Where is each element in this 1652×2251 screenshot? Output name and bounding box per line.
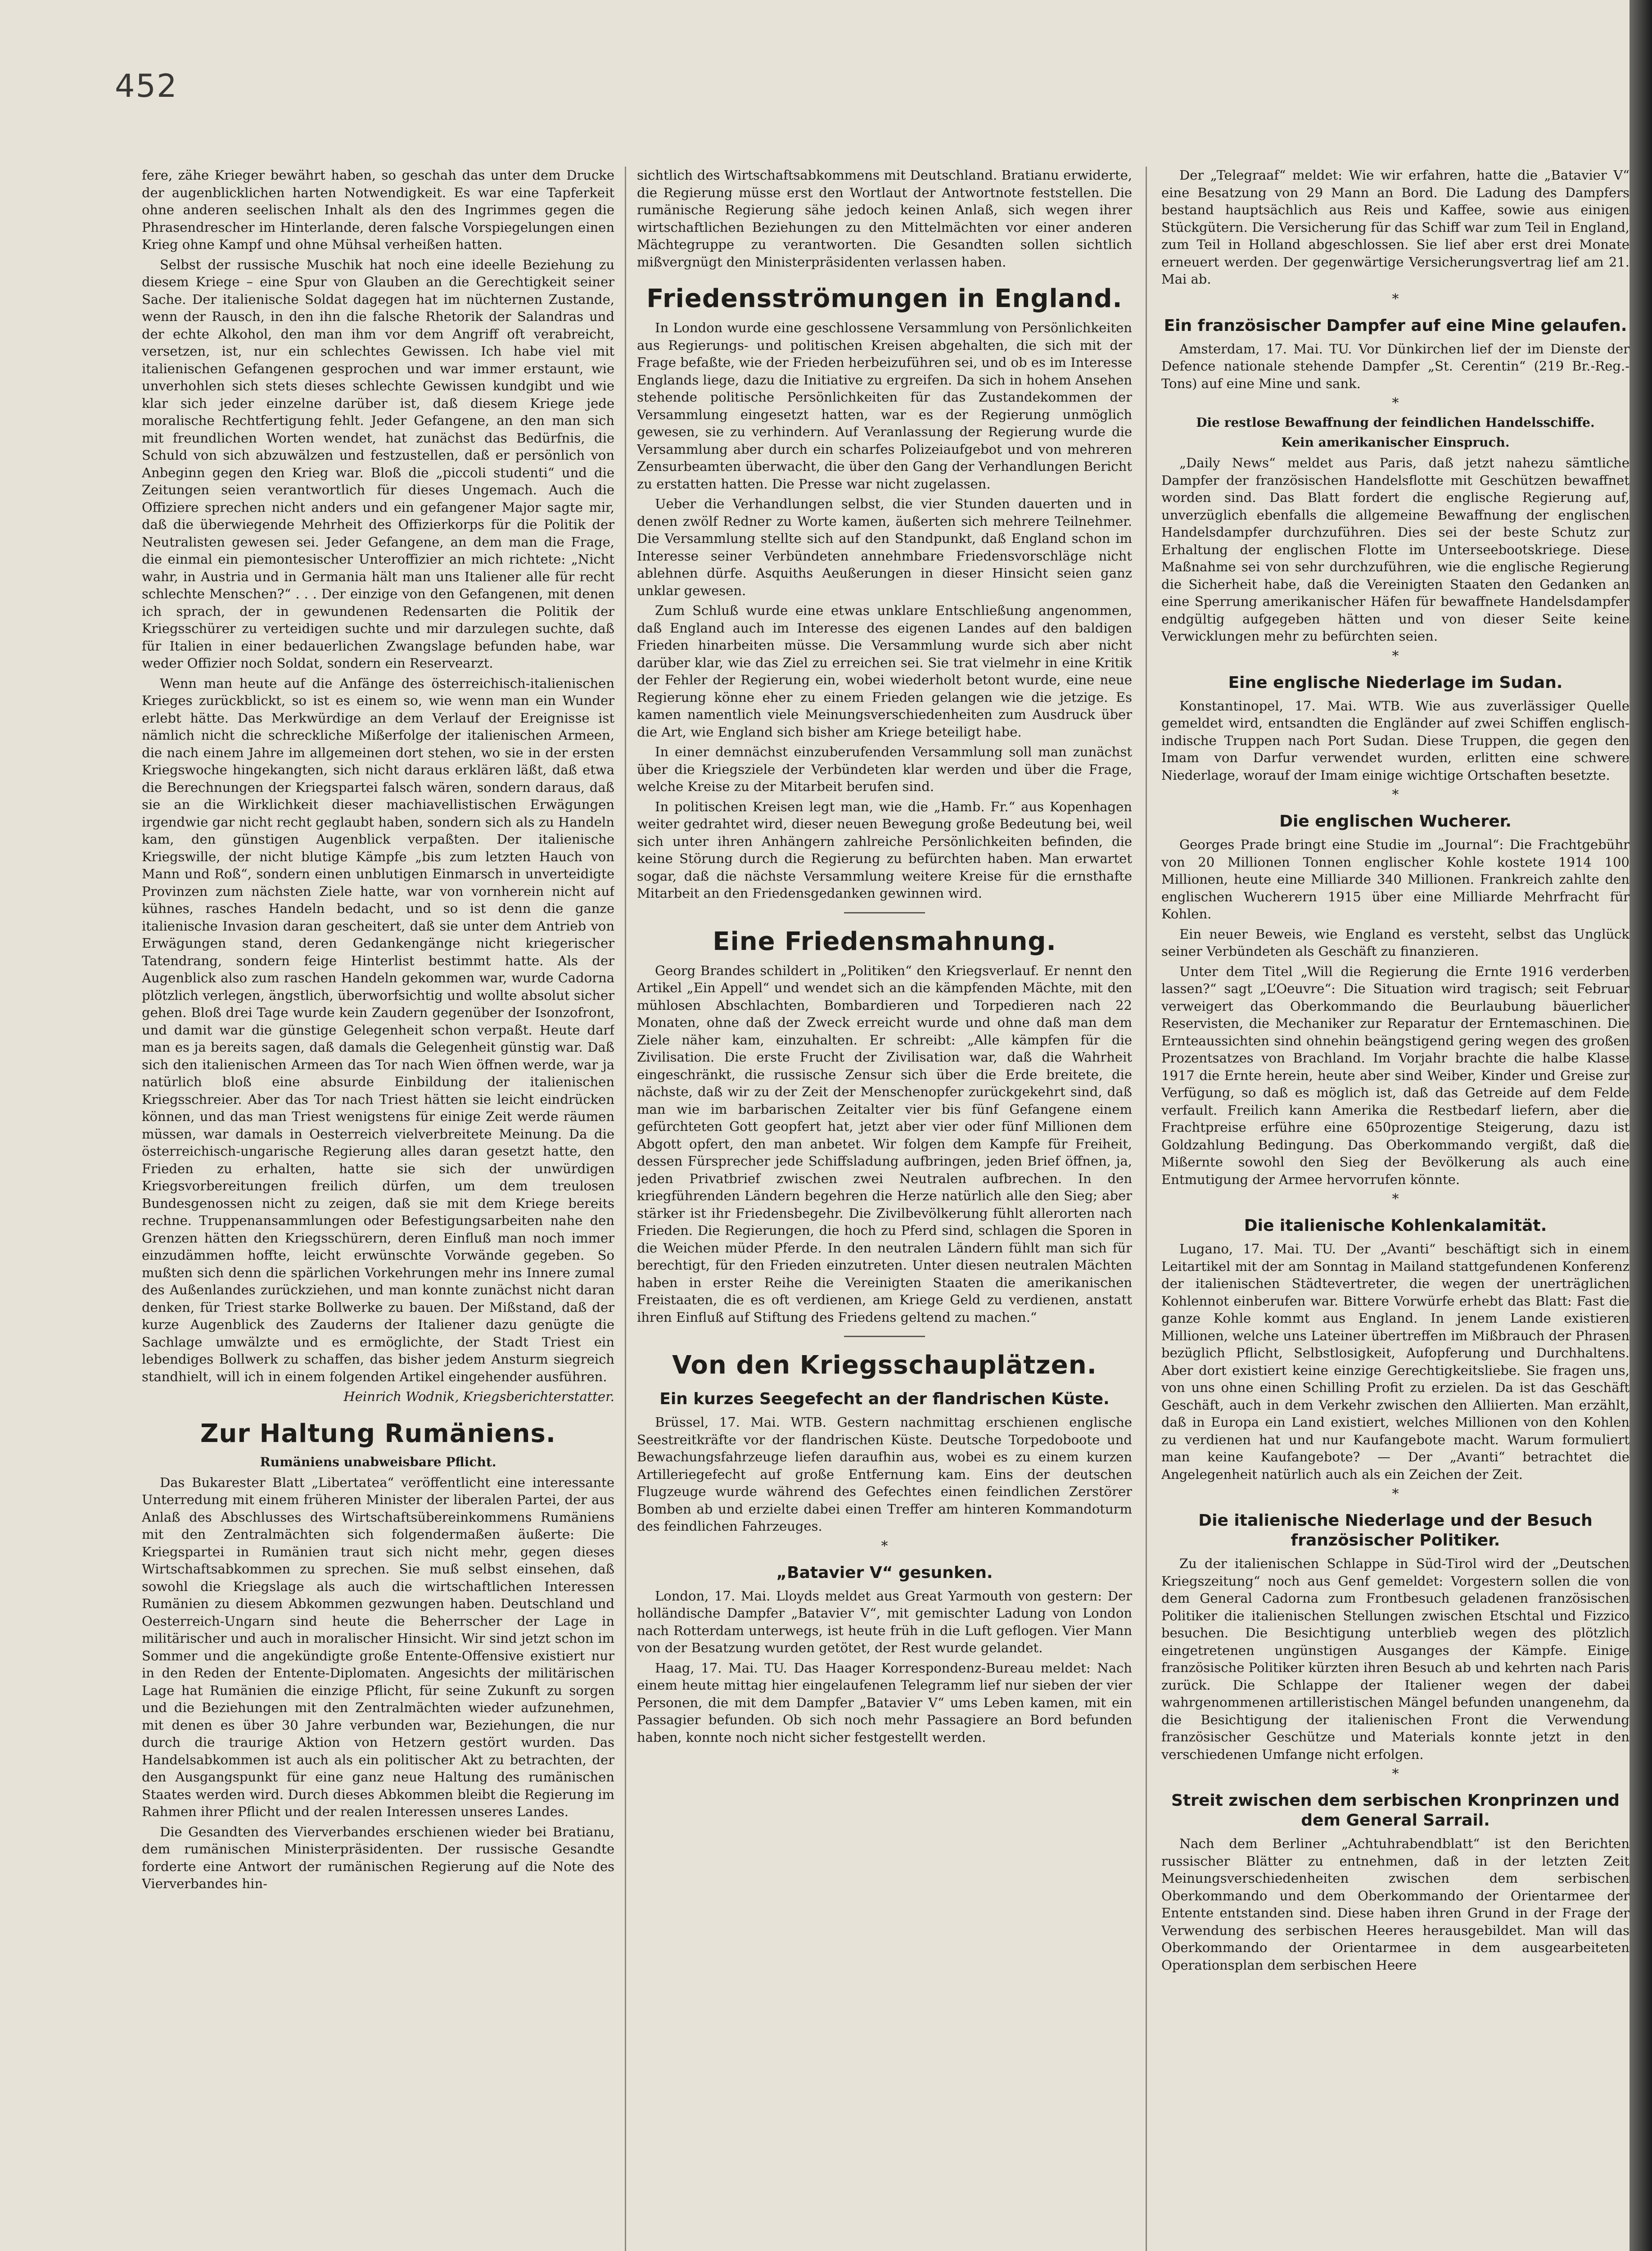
star-separator: * — [1392, 648, 1399, 664]
article-paragraph: fere, zähe Krieger bewährt haben, so geschah das unter dem Drucke der augenblicklichen harten Notwendigkeit. Es war eine Tapferkeit ohne anderen seelischen Inhalt als den des Ingrimmes gegen die Phrasendrescher im Hinterlande, deren falsche Vorspiegelungen einen Krieg ohne Kampf und ohne Mühsal verheißen hatten. — [142, 167, 614, 252]
article-paragraph: Selbst der russische Muschik hat noch eine ideelle Beziehung zu diesem Kriege – eine Spur von Glauben an die Gerechtigkeit seiner Sache. Der italienische Soldat dagegen hat im nüchternen Zustande, wenn der Rausch, in den ihn die falsche Rhetorik der Salandras und der echte Alkohol, den man ihm vor dem Angriff oft verabreicht, versetzen, ist, nur ein schlechtes Gewissen. Ich habe viel mit italienischen Gefangenen gesprochen und war immer erstaunt, wie unverhohlen sich stets dieses schlechte Gewissen kundgibt und wie klar sich jeder einzelne darüber ist, daß diesem Kriege jede moralische Rechtfertigung fehlt. Jeder Gefangene, an den man sich mit freundlichen Worten wendet, hat zunächst das Bedürfnis, die Schuld von sich abzuwälzen und festzustellen, daß er persönlich von Anbeginn gegen den Krieg war. Bloß die „piccoli studenti“ und die Zeitungen seien verantwortlich für dieses Ungemach. Auch die Offiziere sprechen nicht anders und ein gefangener Major sagte mir, daß die überwiegende Mehrheit des Offizierkorps für die Politik der Neutralisten gewesen sei. Jeder Gefangene, an dem man die Frage, die einmal ein piemontesischer Unteroffizier an mich richtete: „Nicht wahr, in Austria und in Germania hält man uns Italiener alle für recht schlechte Menschen?“ . . . Der einzige von den Gefangenen, mit denen ich sprach, der in gewundenen Redensarten die Politik der Kriegsschürer zu verteidigen suchte und mir darzulegen suchte, daß für Italien in einer bedauerlichen Zwangslage befunden habe, war weder Offizier noch Soldat, sondern ein Reservearzt. — [142, 257, 614, 671]
headline: Eine englische Niederlage im Sudan. — [1228, 673, 1563, 692]
article-paragraph: Zu der italienischen Schlappe in Süd-Tirol wird der „Deutschen Kriegszeitung“ noch aus Genf gemeldet: Vorgestern sollen die von dem General Cadorna zum Frontbesuch geladenen französischen Politiker die italienischen Stellungen zwischen Etschtal und Fizzico besuchen. Die Besichtigung unterblieb wegen des plötzlich eingetretenen ungünstigen Ausganges der Kämpfe. Einige französische Politiker kürzten ihren Besuch ab und kehrten nach Paris zurück. Die Schlappe der Italiener wegen der dabei wahrgenommenen artilleristischen Mängel befunden unangenehm, da die Besichtigung der italienischen Front die Verwendung französischer Geschütze und Materials konnte jetzt in den verschiedenen Umfange nicht erfolgen. — [1161, 1556, 1629, 1762]
headline: Die restlose Bewaffnung der feindlichen Handelsschiffe. — [1196, 415, 1595, 430]
page-number: 452 — [115, 68, 178, 104]
article-paragraph: Amsterdam, 17. Mai. TU. Vor Dünkirchen lief der im Dienste der Defence nationale stehende Dampfer „St. Cerentin“ (219 Br.-Reg.-Tons) auf eine Mine und sank. — [1161, 341, 1629, 391]
column-rule — [625, 167, 626, 2251]
article-paragraph: Georges Prade bringt eine Studie im „Journal“: Die Frachtgebühr von 20 Millionen Tonnen englischer Kohle kostete 1914 100 Millionen, heute eine Milliarde 340 Millionen. Frankreich zahlte den englischen Wucherern 1915 über eine Milliarde Mehrfracht für Kohlen. — [1161, 837, 1629, 922]
subheadline: Rumäniens unabweisbare Pflicht. — [260, 1454, 497, 1469]
headline: Die italienische Kohlenkalamität. — [1244, 1216, 1547, 1235]
star-separator: * — [1392, 291, 1399, 307]
author-signature: Heinrich Wodnik, Kriegsberichterstatter. — [343, 1389, 614, 1404]
article-paragraph: Unter dem Titel „Will die Regierung die Ernte 1916 verderben lassen?“ sagt „L’Oeuvre“: Die Situation wird tragisch; seit Februar verweigert das Oberkommando die Beurlaubung bäuerlicher Reservisten, die Mechaniker zur Reparatur der Erntemaschinen. Die Ernteaussichten sind ohnehin beängstigend gering wegen des großen Prozentsatzes von Brachland. Im Vorjahr brachte die halbe Klasse 1917 die Ernte herein, heute aber sind Weiber, Kinder und Greise zur Verfügung, so daß es möglich ist, daß das Getreide auf dem Felde verfault. Freilich kann Amerika die Restbedarf liefern, aber die Frachtpreise erführe eine 650prozentige Steigerung, dazu ist Goldzahlung Bedingung. Das Oberkommando vergißt, daß die Mißernte sowohl den Sieg der Bevölkerung als auch eine Entmutigung der Armee hervorrufen könnte. — [1161, 963, 1629, 1187]
article-paragraph: Lugano, 17. Mai. TU. Der „Avanti“ beschäftigt sich in einem Leitartikel mit der am Sonntag in Mailand stattgefundenen Konferenz der italienischen Städtevertreter, die wegen der unerträglichen Kohlennot einberufen war. Bittere Vorwürfe erhebt das Blatt: Fast die ganze Kohle kommt aus England. In jenem Lande existieren Millionen, welche uns Lateiner übertreffen im Mißbrauch der Phrasen bezüglich Pflicht, Selbstlosigkeit, Aufopferung und Durchhaltens. Aber dort existiert keine einzige Gerechtigkeitsliebe. Sie fragen uns, von uns ohne einen Schilling Profit zu erzielen. Da ist das Geschäft Geschäft, auch in dem Verkehr zwischen den Alliierten. Man erzählt, daß in Europa ein Land existiert, welches Millionen von den Kohlen zu verdienen hat und nur Kaufangebote macht. Warum formuliert man keine Kaufangebote? — Der „Avanti“ betrachtet die Angelegenheit natürlich auch als ein Zeichen der Zeit. — [1161, 1241, 1629, 1482]
article-paragraph: In einer demnächst einzuberufenden Versammlung soll man zunächst über die Kriegsziele der Verbündeten klar werden und über die Frage, welche Kreise zu der Mitarbeit berufen sind. — [637, 744, 1132, 794]
article-paragraph: Wenn man heute auf die Anfänge des österreichisch-italienischen Krieges zurückblickt, so ist es einem so, wie wenn man ein Wunder erlebt hätte. Das Merkwürdige an dem Verlauf der Ereignisse ist nämlich nicht die schreckliche Mißerfolge der italienischen Armeen, die nach einem Jahre im allgemeinen dort stehen, wo sie in der ersten Kriegswoche hingekangten, sich nicht daraus erklären läßt, daß etwa die Berechnungen der Kriegspartei falsch wären, sondern daraus, daß sie an die Wirklichkeit dieser machiavellistischen Erwägungen irgendwie gar nicht recht geglaubt haben, sondern sich als zu Handeln kam, den günstigen Augenblick verpaßten. Der italienische Kriegswille, der nicht blutige Kämpfe „bis zum letzten Hauch von Mann und Roß“, sondern einen unblutigen Einmarsch in unverteidigte Provinzen zum nächsten Ziele hatte, war von vornherein nicht auf kühnes, rasches Handeln bedacht, und so ist denn die ganze italienische Invasion daran gescheitert, daß sie unter dem Antrieb von Erwägungen stand, deren Gedankengänge nicht kriegerischer Tatendrang, sondern feige Hinterlist bestimmt hatte. Als der Augenblick also zum raschen Handeln gekommen war, wurde Cadorna plötzlich verlegen, ängstlich, überworfsichtig und wollte absolut sicher gehen. Bloß drei Tage wurde kein Zaudern gegenüber der Isonzofront, und damit war die günstige Gelegenheit schon verpaßt. Heute darf man es ja bereits sagen, daß damals die Gelegenheit günstig war. Daß sich den italienischen Armeen das Tor nach Wien öffnen werde, war ja natürlich bloß eine absurde Einbildung der italienischen Kriegsschreier. Aber das Tor nach Triest hätten sie leicht eindrücken können, und das man Triest wenigstens für einige Zeit werde räumen müssen, war damals in Oesterreich vielverbreitete Meinung. Da die österreichisch-ungarische Regierung alles daran gesetzt hatte, den Frieden zu erhalten, hatte sie sich der unwürdigen Kriegsvorbereitungen freilich dürfen, um dem treulosen Bundesgenossen nicht zu zeigen, daß sie mit dem Kriege bereits rechne. Truppenansammlungen oder Befestigungsarbeiten nahe den Grenzen hätten den Kriegsschürern, deren Einfluß man noch immer einzudämmen hoffte, leicht erwünschte Vorwände gegeben. So mußten sich denn die spärlichen Vorkehrungen mehr ins Innere zumal des Außenlandes zurückziehen, und man konnte zunächst nicht daran denken, für Triest starke Bollwerke zu bauen. Der Mißstand, daß der kurze Augenblick des Zauderns der Italiener dazu genügte die Sachlage umwälzte und es ermöglichte, der Stadt Triest ein lebendiges Bollwerk zu schaffen, das bisher jedem Ansturm siegreich standhielt, will ich in einem folgenden Artikel eingehender ausführen. — [142, 675, 614, 1384]
headline: Friedensströmungen in England. — [646, 284, 1123, 313]
article-paragraph: In politischen Kreisen legt man, wie die „Hamb. Fr.“ aus Kopenhagen weiter gedrahtet wird, dieser neuen Bewegung große Bedeutung bei, weil sich unter ihren Anhängern zahlreiche Persönlichkeiten befinden, die keine Störung durch die Regierung zu befürchten haben. Man erwartet sogar, daß die nächste Versammlung weitere Kreise für die ernsthafte Mitarbeit an den Friedensgedanken gewinnen wird. — [637, 799, 1132, 901]
headline: Von den Kriegsschauplätzen. — [672, 1351, 1097, 1380]
article-paragraph: Die Gesandten des Vierverbandes erschienen wieder bei Bratianu, dem rumänischen Ministerpräsidenten. Der russische Gesandte forderte eine Antwort der rumänischen Regierung auf die Note des Vierverbandes hin- — [142, 1824, 614, 1891]
article-paragraph: Haag, 17. Mai. TU. Das Haager Korrespondenz-Bureau meldet: Nach einem heute mittag hier eingelaufenen Telegramm lief nur sieben der vier Personen, die mit dem Dampfer „Batavier V“ ums Leben kamen, mit ein Passagier befunden. Ob sich noch mehr Passagiere an Bord befunden haben, konnte noch nicht sicher festgestellt werden. — [637, 1660, 1132, 1745]
headline: Die englischen Wucherer. — [1279, 812, 1512, 831]
headline: Streit zwischen dem serbischen Kronprinzen und dem General Sarrail. — [1171, 1791, 1620, 1830]
star-separator: * — [1392, 395, 1399, 411]
article-paragraph: In London wurde eine geschlossene Versammlung von Persönlichkeiten aus Regierungs- und politischen Kreisen abgehalten, die sich mit der Frage befaßte, wie der Frieden herbeizuführen sei, und ob es im Interesse Englands liege, dazu die Initiative zu ergreifen. Da sich in hohem Ansehen stehende politische Persönlichkeiten für das Zustandekommen der Versammlung eingesetzt hatten, war es der Regierung unmöglich gewesen, sie zu verhindern. Auf Veranlassung der Regierung wurde die Versammlung aber durch ein scharfes Polizeiaufgebot und von mehreren Zensurbeamten überwacht, die über den Gang der Verhandlungen Bericht zu erstatten hatten. Die Presse war nicht zugelassen. — [637, 320, 1132, 492]
star-separator: * — [1392, 1766, 1399, 1782]
headline: Ein französischer Dampfer auf eine Mine gelaufen. — [1164, 316, 1627, 335]
article-paragraph: „Daily News“ meldet aus Paris, daß jetzt nahezu sämtliche Dampfer der französischen Handelsflotte mit Geschützen bewaffnet worden sind. Das Blatt fordert die englische Regierung auf, unverzüglich ebenfalls die allgemeine Bewaffnung der englischen Handelsdampfer durchzuführen. Dies sei der beste Schutz zur Erhaltung der englischen Flotte im Unterseebootskriege. Diese Maßnahme sei von sehr durchzuführen, wie die englische Regierung die Sicherheit habe, daß die Vereinigten Staaten den Gedanken an eine Sperrung amerikanischer Häfen für bewaffnete Handelsdampfer endgültig aufgegeben hätten und von dieser Seite keine Verwicklungen mehr zu befürchten seien. — [1161, 455, 1629, 644]
star-separator: * — [1392, 1191, 1399, 1207]
column-rule — [1146, 167, 1147, 2251]
article-paragraph: Das Bukarester Blatt „Libertatea“ veröffentlicht eine interessante Unterredung mit einem früheren Minister der liberalen Partei, der aus Anlaß des Abschlusses des Wirtschaftsübereinkommens Rumäniens mit den Zentralmächten sich folgendermaßen äußerte: Die Kriegspartei in Rumänien traut sich nicht mehr, gegen dieses Wirtschaftsabkommen zu sprechen. Sie muß selbst einsehen, daß sowohl die Kriegslage als auch die wirtschaftlichen Interessen Rumänien zu diesem Abkommen gezwungen haben. Deutschland und Oesterreich-Ungarn sind heute die Beherrscher der Lage in militärischer und auch in moralischer Hinsicht. Wir sind jetzt schon im Sommer und die angekündigte große Entente-Offensive existiert nur in den Reden der Entente-Diplomaten. Angesichts der militärischen Lage hat Rumänien die einzige Pflicht, für seine Zukunft zu sorgen und die Beziehungen mit den Zentralmächten wieder aufzunehmen, mit denen es über 30 Jahre verbunden war, Beziehungen, die nur durch die traurige Aktion von Hetzern gestört wurden. Das Handelsabkommen ist auch als ein politischer Akt zu betrachten, der den Ausgangspunkt für eine ganz neue Haltung des rumänischen Staates werden wird. Durch dieses Abkommen bleibt die Regierung im Rahmen ihrer Pflicht und der realen Interessen unseres Landes. — [142, 1474, 614, 1819]
article-paragraph: London, 17. Mai. Lloyds meldet aus Great Yarmouth von gestern: Der holländische Dampfer „Batavier V“, mit gemischter Ladung von London nach Rotterdam unterwegs, ist heute früh in die Luft geflogen. Vier Mann von der Besatzung wurden getötet, der Rest wurde gelandet. — [637, 1588, 1132, 1655]
star-separator: * — [881, 1538, 888, 1554]
headline: Die italienische Niederlage und der Besuch französischer Politiker. — [1198, 1511, 1593, 1550]
article-paragraph: Brüssel, 17. Mai. WTB. Gestern nachmittag erschienen englische Seestreitkräfte vor der flandrischen Küste. Deutsche Torpedoboote und Bewachungsfahrzeuge liefen daraufhin aus, wobei es zu einem kurzen Artilleriegefecht auf große Entfernung kam. Eins der deutschen Flugzeuge wurde während des Gefechtes einen feindlichen Zerstörer Bomben ab und erzielte dabei einen Treffer am hinteren Kommandoturm des feindlichen Fahrzeuges. — [637, 1415, 1132, 1534]
column-3 — [1161, 167, 1629, 2251]
page-edge — [1629, 0, 1652, 2251]
article-paragraph: Nach dem Berliner „Achtuhrabendblatt“ ist den Berichten russischer Blätter zu entnehmen, daß in der letzten Zeit Meinungsverschiedenheiten zwischen dem serbischen Oberkommando und dem Oberkommando der Orientarmee der Entente entstanden sind. Diese haben ihren Grund in der Frage der Verwendung des serbischen Heeres herausgebildet. Man will das Oberkommando der Orientarmee in dem ausgearbeiteten Operationsplan dem serbischen Heere — [1161, 1836, 1629, 1973]
column-1 — [142, 167, 614, 2251]
article-paragraph: sichtlich des Wirtschaftsabkommens mit Deutschland. Bratianu erwiderte, die Regierung müsse erst den Wortlaut der Antwortnote feststellen. Die rumänische Regierung sähe jedoch keinen Anlaß, sich wegen ihrer wirtschaftlichen Beziehungen zu den Mittelmächten vor einer anderen Mächtegruppe zu verantworten. Die Gesandten sollen sichtlich mißvergnügt den Ministerpräsidenten verlassen haben. — [637, 167, 1132, 270]
star-separator: * — [1392, 787, 1399, 803]
section-divider — [844, 1336, 925, 1337]
headline: „Batavier V“ gesunken. — [776, 1563, 993, 1582]
subheadline: Ein kurzes Seegefecht an der flandrischen Küste. — [659, 1390, 1110, 1408]
article-paragraph: Ein neuer Beweis, wie England es versteht, selbst das Unglück seiner Verbündeten als Geschäft zu finanzieren. — [1161, 926, 1629, 959]
section-divider — [844, 912, 925, 913]
article-paragraph: Zum Schluß wurde eine etwas unklare Entschließung angenommen, daß England auch im Interesse des eigenen Landes auf den baldigen Frieden hinarbeiten müsse. Die Versammlung wurde sich aber nicht darüber klar, wie das Ziel zu erreichen sei. Sie trat vielmehr in eine Kritik der Fehler der Regierung ein, wobei wiederholt betont wurde, eine neue Regierung könne eher zu einem Frieden gelangen wie die jetzige. Es kamen namentlich viele Meinungsverschiedenheiten zum Ausdruck über die Art, wie England sich bisher am Kriege beteiligt habe. — [637, 603, 1132, 740]
article-paragraph: Konstantinopel, 17. Mai. WTB. Wie aus zuverlässiger Quelle gemeldet wird, entsandten die Engländer auf zwei Schiffen englisch-indische Truppen nach Port Sudan. Diese Truppen, die gegen den Imam von Darfur verwendet wurden, erlitten eine schwere Niederlage, worauf der Imam einige wichtige Ortschaften besetzte. — [1161, 698, 1629, 783]
article-paragraph: Der „Telegraaf“ meldet: Wie wir erfahren, hatte die „Batavier V“ eine Besatzung von 29 Mann an Bord. Die Ladung des Dampfers bestand hauptsächlich aus Reis und Kaffee, sowie aus einigen Stückgütern. Die Versicherung für das Schiff war zum Teil in England, zum Teil in Holland abgeschlossen. Sie lief aber erst drei Monate erneuert werden. Der gegenwärtige Versicherungsvertrag lief am 21. Mai ab. — [1161, 167, 1629, 287]
article-paragraph: Georg Brandes schildert in „Politiken“ den Kriegsverlauf. Er nennt den Artikel „Ein Appell“ und wendet sich an die kämpfenden Mächte, mit den mühlosen Abschlachten, Bombardieren und Torpedieren nach 22 Monaten, ohne daß der Zweck erreicht wurde und ohne daß man dem Ziele näher kam, einzuhalten. Er schreibt: „Alle kämpfen für die Zivilisation. Die erste Frucht der Zivilisation war, daß die Wahrheit eingeschränkt, die russische Zensur sich über die Erde breitete, die nächste, daß wir zu der Zeit der Menschenopfer zurückgekehrt sind, daß man wie im barbarischen Zeitalter vier bis fünf Gefangene einem gefürchteten Gott geopfert hat, jetzt aber vier oder fünf Millionen dem Abgott opfert, den man anbetet. Wir folgen dem Kampfe für Freiheit, dessen Fürsprecher jede Schiffsladung aufbringen, jeden Brief öffnen, ja, jeden Privatbrief zwischen zwei Neutralen aufbrechen. In den kriegführenden Ländern begehren die Herze natürlich alle den Sieg; aber stärker ist ihr Friedensbegehr. Die Zivilbevölkerung fühlt allerorten nach Frieden. Die Regierungen, die hoch zu Pferd sind, schlagen die Sporen in die Weichen müder Pferde. In den neutralen Ländern fühlt man sich für berechtigt, für den Frieden einzutreten. Unter diesen neutralen Mächten haben in erster Reihe die Vereinigten Staaten die amerikanischen Freistaaten, die es oft verdienen, am Kriege Geld zu verdienen, anstatt ihren Einfluß auf Stiftung des Friedens geltend zu machen.“ — [637, 963, 1132, 1325]
column-2 — [637, 167, 1132, 2251]
star-separator: * — [1392, 1486, 1399, 1502]
headline: Eine Friedensmahnung. — [713, 927, 1056, 956]
headline: Zur Haltung Rumäniens. — [200, 1419, 556, 1448]
subheadline: Kein amerikanischer Einspruch. — [1281, 435, 1510, 450]
article-paragraph: Ueber die Verhandlungen selbst, die vier Stunden dauerten und in denen zwölf Redner zu Worte kamen, äußerten sich mehrere Teilnehmer. Die Versammlung stellte sich auf den Standpunkt, daß England schon im Interesse seiner Verbündeten annehmbare Friedensvorschläge nicht ablehnen dürfe. Asquiths Aeußerungen in dieser Hinsicht seien ganz unklar gewesen. — [637, 496, 1132, 598]
